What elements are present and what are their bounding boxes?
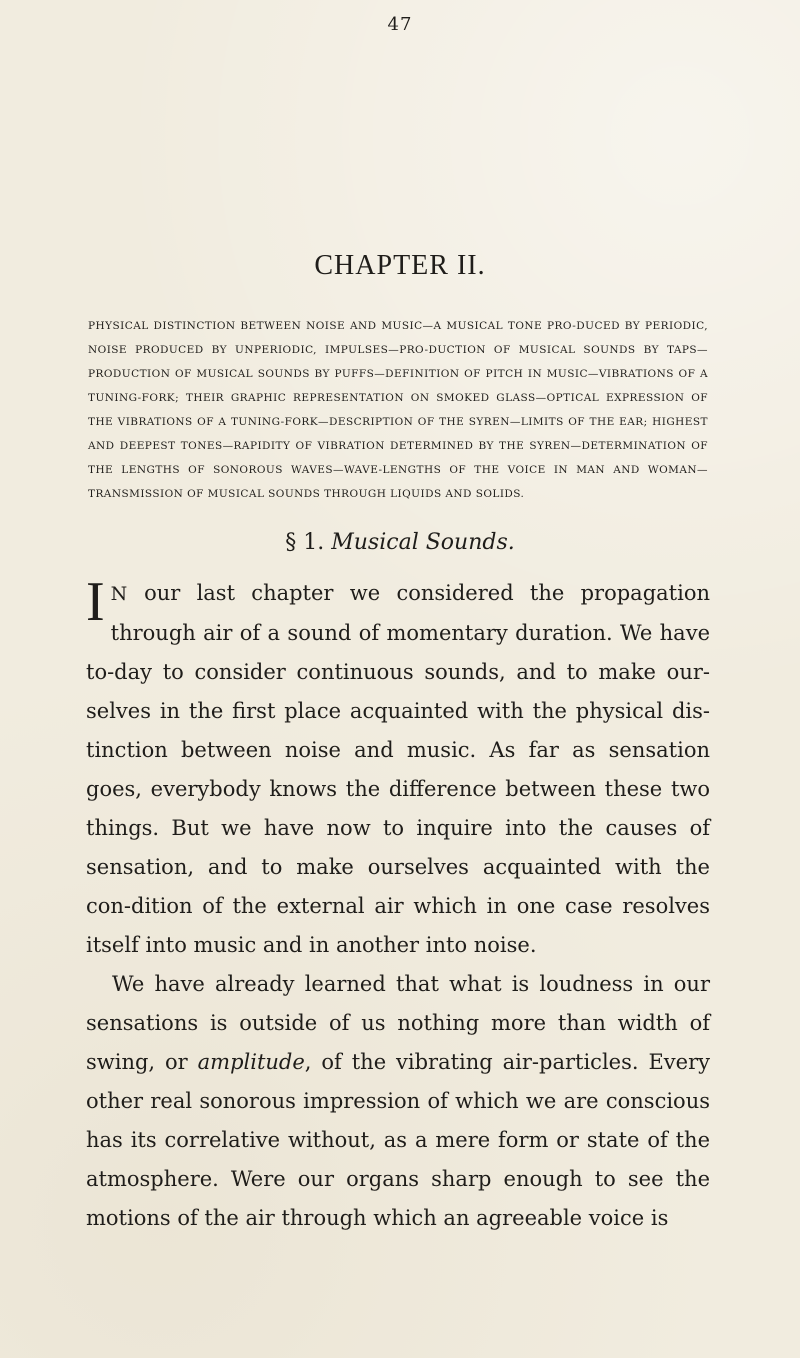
chapter-summary: PHYSICAL DISTINCTION BETWEEN NOISE AND MUSIC—A MUSICAL TONE PRO-DUCED BY PERIODIC, NOISE PRODUCED BY UNPERIODIC, IMPULSES—PRO-DUCTION OF MUSICAL SOUNDS BY TAPS—PRODUCTION OF MUSICAL SOUNDS BY PUFFS—DEFINITION OF PITCH IN MUSIC—VIBRATIONS OF A TUNING-FORK; THEIR GRAPHIC REPRESENTATION ON SMOKED GLASS—OPTICAL EXPRESSION OF THE VIBRATIONS OF A TUNING-FORK—DESCRIPTION OF THE SYREN—LIMITS OF THE EAR; HIGHEST AND DEEPEST TONES—RAPIDITY OF VIBRATION DETERMINED BY THE SYREN—DETERMINATION OF THE LENGTHS OF SONOROUS WAVES—WAVE-LENGTHS OF THE VOICE IN MAN AND WOMAN—TRANSMISSION OF MUSICAL SOUNDS THROUGH LIQUIDS AND SOLIDS. [88, 320, 708, 500]
paragraph-2 [86, 965, 710, 1238]
section-heading [0, 530, 800, 555]
drop-cap: I [86, 571, 105, 633]
paragraph-1-text: our last chapter we considered the propagation through air of a sound of momentary duration. We have to-day to consider continuous sounds, and to make our-selves in the first place acquainted with the physical dis-tinction between noise and music. As far as sensation goes, everybody knows the difference between these two things. But we have now to inquire into the causes of sensation, and to make ourselves acquainted with the con-dition of the external air which in one case resolves itself into music and in another into noise. [86, 581, 710, 957]
lead-word: N [110, 583, 128, 605]
paragraph-2-italic: amplitude [197, 1050, 305, 1074]
chapter-title: CHAPTER II. [314, 250, 486, 281]
page-number: 47 [387, 14, 413, 35]
section-number: § 1. [285, 530, 325, 555]
body-text [86, 571, 710, 1238]
paragraph-2-after: , of the vibrating air-particles. Every other real sonorous impression of which we are conscious has its correlative without, as a mere form or state of the atmosphere. Were our organs sharp enough to see the motions of the air through which an agreeable voice is [86, 1050, 710, 1230]
paragraph-2-before: We have already learned that what is loudness in our sensations is outside of us nothing more than width of swing, or [86, 972, 710, 1074]
paragraph-1 [86, 571, 710, 965]
section-title: Musical Sounds. [331, 530, 515, 555]
